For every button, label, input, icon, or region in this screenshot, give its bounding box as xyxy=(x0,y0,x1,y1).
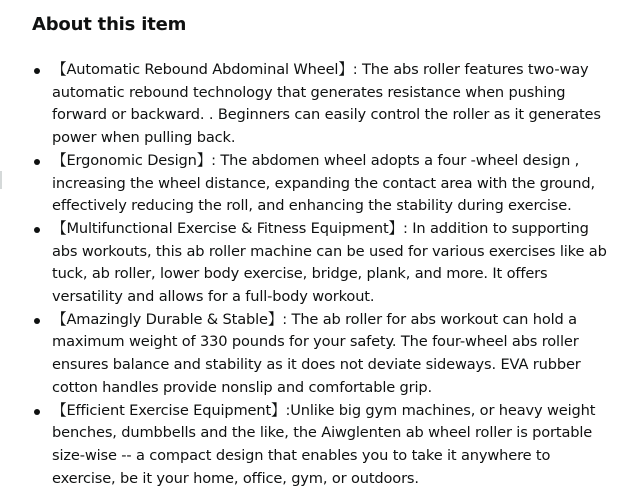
feature-bullet-item xyxy=(0,59,621,150)
feature-bullet-text: 【Ergonomic Design】: The abdomen wheel adopts a four -wheel design , increasing the wheel distance, expanding the contact area with the ground, effectively reducing the roll, and enhancing the stability during exercise. xyxy=(52,151,595,215)
bullet-dot-icon xyxy=(34,318,40,324)
feature-bullet-item xyxy=(0,309,621,400)
feature-bullet-text: 【Multifunctional Exercise & Fitness Equipment】: In addition to supporting abs workouts, this ab roller machine can be used for various exercises like ab tuck, ab roller, lower body exercise, bridge, plank, and more. It offers versatility and allows for a full-body workout. xyxy=(52,219,607,306)
feature-bullet-item xyxy=(0,218,621,309)
feature-bullet-text: 【Efficient Exercise Equipment】:Unlike big gym machines, or heavy weight benches, dumbbells and the like, the Aiwglenten ab wheel roller is portable size-wise -- a compact design that enables you to take it anywhere to exercise, be it your home, office, gym, or outdoors. xyxy=(52,401,596,487)
feature-bullet-item xyxy=(0,150,621,218)
section-heading: About this item xyxy=(32,14,187,35)
feature-bullet-text: 【Automatic Rebound Abdominal Wheel】: The abs roller features two-way automatic rebound technology that generates resistance when pushing forward or backward. . Beginners can easily control the roller as it generates power when pulling back. xyxy=(52,61,601,147)
feature-bullet-list xyxy=(0,59,621,490)
bullet-dot-icon xyxy=(34,409,40,415)
feature-bullet-item xyxy=(0,400,621,491)
bullet-dot-icon xyxy=(34,227,40,233)
bullet-dot-icon xyxy=(34,159,40,165)
bullet-dot-icon xyxy=(34,68,40,74)
feature-bullet-text: 【Amazingly Durable & Stable】: The ab roller for abs workout can hold a maximum weight of 330 pounds for your safety. The four-wheel abs roller ensures balance and stability as it does not deviate sideways. EVA rubber cotton handles provide nonslip and comfortable grip. xyxy=(52,310,581,396)
